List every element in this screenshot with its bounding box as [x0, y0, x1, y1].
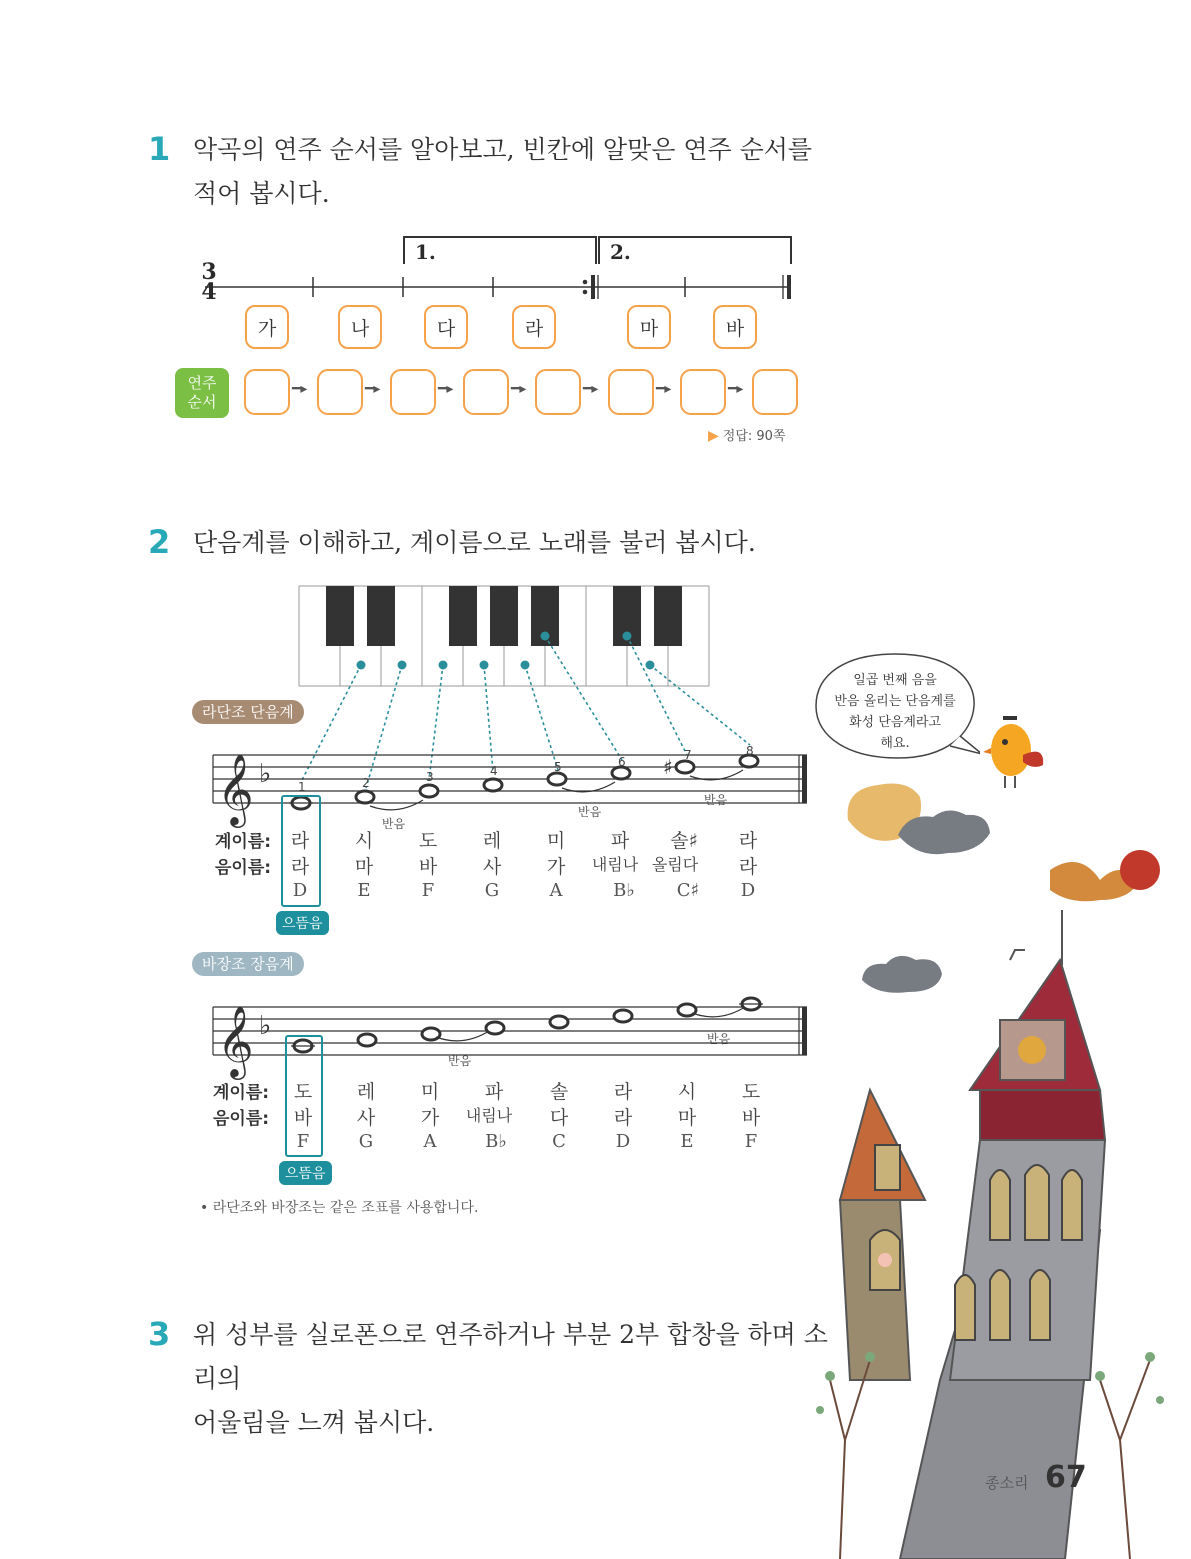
castle-illustration	[800, 820, 1191, 1559]
question-text: 단음계를 이해하고, 계이름으로 노래를 불러 봅시다.	[193, 528, 756, 557]
time-signature-bottom: 4	[201, 279, 217, 305]
arrow-right-icon: ━▸	[438, 381, 454, 397]
flat-icon: ♭	[259, 1011, 272, 1041]
letter-name-cell: A	[549, 880, 563, 901]
half-step-label: 반음	[704, 793, 728, 807]
section-label: 마	[627, 305, 671, 349]
pitch-name-cell: 마	[677, 1107, 697, 1129]
degree-number: 5	[554, 760, 562, 774]
pitch-name-cell: 사	[356, 1107, 376, 1129]
section-label: 다	[424, 305, 468, 349]
play-triangle-icon: ▶	[708, 428, 719, 444]
order-label-line: 순서	[187, 393, 217, 411]
pitch-name-cell: 바	[418, 856, 438, 878]
pitch-name-cell: 가	[546, 856, 566, 878]
sharp-icon: ♯	[663, 755, 673, 779]
time-signature-top: 3	[201, 259, 217, 285]
half-step-label: 반음	[578, 805, 602, 819]
solfege-cell: 솔♯	[670, 830, 698, 852]
solfege-cell: 도	[418, 830, 438, 852]
pitch-name-cell: 다	[549, 1107, 569, 1129]
degree-number: 8	[746, 744, 754, 758]
letter-name-cell: D	[292, 880, 308, 901]
question-text	[193, 1313, 833, 1445]
tonic-label: 으뜸음	[276, 911, 329, 935]
solfege-row-label: 계이름:	[213, 1083, 270, 1103]
order-answer-box[interactable]	[390, 369, 436, 415]
time-signature	[200, 259, 218, 305]
letter-name-cell: C	[552, 1131, 566, 1152]
arrow-right-icon: ━▸	[656, 381, 672, 397]
letter-name-cell: B♭	[485, 1131, 507, 1152]
letter-name-cell: E	[680, 1131, 694, 1152]
pitch-name-cell: 라	[290, 856, 310, 878]
pitch-name-cell: 가	[420, 1107, 440, 1129]
solfege-row-label: 계이름:	[215, 832, 272, 852]
solfege-cell: 도	[741, 1081, 761, 1103]
degree-number: 3	[426, 770, 434, 784]
pitch-name-row-label: 음이름:	[215, 858, 272, 878]
page-number: 67	[1045, 1460, 1087, 1495]
footnote: • 라단조와 바장조는 같은 조표를 사용합니다.	[200, 1200, 479, 1216]
second-ending-label: 2.	[610, 240, 631, 264]
degree-number: 1	[298, 780, 306, 794]
solfege-cell: 라	[290, 830, 310, 852]
order-answer-box[interactable]	[244, 369, 290, 415]
solfege-cell: 미	[420, 1081, 440, 1103]
arrow-right-icon: ━▸	[292, 381, 308, 397]
letter-name-cell: C♯	[676, 880, 700, 901]
solfege-cell: 레	[482, 830, 502, 852]
solfege-cell: 미	[546, 830, 566, 852]
pitch-name-cell: 올림다	[651, 855, 699, 874]
bubble-line: 화성 단음계라고	[848, 715, 942, 730]
flat-icon: ♭	[259, 759, 272, 789]
first-ending-label: 1.	[415, 240, 436, 264]
rhythm-line	[195, 259, 805, 312]
solfege-cell: 솔	[549, 1081, 569, 1103]
order-answer-box[interactable]	[317, 369, 363, 415]
pitch-name-cell: 내림나	[591, 855, 639, 874]
degree-number: 7	[684, 748, 692, 762]
question-text-line: 위 성부를 실로폰으로 연주하거나 부분 2부 합창을 하며 소리의	[193, 1320, 828, 1393]
order-answer-box[interactable]	[535, 369, 581, 415]
bubble-line: 일곱 번째 음을	[853, 673, 937, 688]
order-label-line: 연주	[187, 374, 217, 392]
order-answer-box[interactable]	[752, 369, 798, 415]
performance-order-label	[175, 368, 229, 418]
letter-name-cell: G	[358, 1131, 374, 1152]
pitch-name-cell: 바	[741, 1107, 761, 1129]
section-label: 가	[245, 305, 289, 349]
question-number: 1	[148, 130, 171, 168]
degree-number: 2	[362, 776, 370, 790]
pitch-name-cell: 내림나	[465, 1106, 513, 1125]
pitch-name-cell: 바	[293, 1107, 313, 1129]
answer-reference-text: 정답: 90쪽	[722, 429, 786, 444]
question-text-line: 어울림을 느껴 봅시다.	[193, 1408, 435, 1437]
solfege-cell: 레	[356, 1081, 376, 1103]
second-ending-bracket	[598, 236, 792, 264]
question-text	[193, 128, 833, 216]
letter-name-cell: F	[296, 1131, 310, 1152]
arrow-right-icon: ━▸	[728, 381, 744, 397]
pitch-name-row-label: 음이름:	[213, 1109, 270, 1129]
question-text-line: 적어 봅시다.	[193, 179, 330, 208]
letter-name-cell: B♭	[613, 880, 635, 901]
question-number: 2	[148, 523, 171, 561]
minor-scale-title: 라단조 단음계	[192, 700, 304, 724]
arrow-right-icon: ━▸	[583, 381, 599, 397]
solfege-cell: 라	[613, 1081, 633, 1103]
question-text-line: 악곡의 연주 순서를 알아보고, 빈칸에 알맞은 연주 순서를	[193, 135, 813, 164]
chapter-title: 종소리	[985, 1474, 1029, 1492]
degree-number: 6	[618, 755, 626, 769]
pitch-name-cell: 라	[738, 856, 758, 878]
question-number: 3	[148, 1315, 171, 1353]
solfege-cell: 라	[738, 830, 758, 852]
pitch-name-cell: 마	[354, 856, 374, 878]
letter-name-cell: A	[423, 1131, 437, 1152]
pitch-name-cell: 사	[482, 856, 502, 878]
bubble-line: 반음 올리는 단음계를	[834, 694, 956, 709]
tonic-label: 으뜸음	[279, 1161, 332, 1185]
bubble-line: 해요.	[880, 736, 910, 751]
answer-reference	[708, 425, 786, 444]
treble-clef-icon: 𝄞	[217, 1004, 254, 1077]
solfege-cell: 시	[677, 1081, 697, 1103]
speech-bubble-text	[825, 670, 965, 754]
first-ending-bracket	[403, 236, 597, 264]
letter-name-cell: F	[744, 1131, 758, 1152]
letter-name-cell: D	[615, 1131, 631, 1152]
section-label: 나	[338, 305, 382, 349]
order-answer-box[interactable]	[680, 369, 726, 415]
letter-name-cell: G	[484, 880, 500, 901]
letter-name-cell: F	[421, 880, 435, 901]
section-label: 바	[713, 305, 757, 349]
solfege-cell: 도	[293, 1081, 313, 1103]
half-step-label: 반음	[448, 1054, 472, 1068]
letter-name-cell: D	[740, 880, 756, 901]
treble-clef-icon: 𝄞	[217, 752, 254, 825]
pitch-name-cell: 라	[613, 1107, 633, 1129]
letter-name-cell: E	[357, 880, 371, 901]
half-step-label: 반음	[707, 1032, 731, 1046]
section-label: 라	[512, 305, 556, 349]
solfege-cell: 파	[484, 1081, 504, 1103]
solfege-cell: 파	[610, 830, 630, 852]
solfege-cell: 시	[354, 830, 374, 852]
major-scale-title: 바장조 장음계	[192, 952, 304, 976]
half-step-label: 반음	[382, 817, 406, 831]
order-answer-box[interactable]	[608, 369, 654, 415]
arrow-right-icon: ━▸	[511, 381, 527, 397]
order-answer-box[interactable]	[463, 369, 509, 415]
degree-number: 4	[490, 764, 498, 778]
arrow-right-icon: ━▸	[365, 381, 381, 397]
